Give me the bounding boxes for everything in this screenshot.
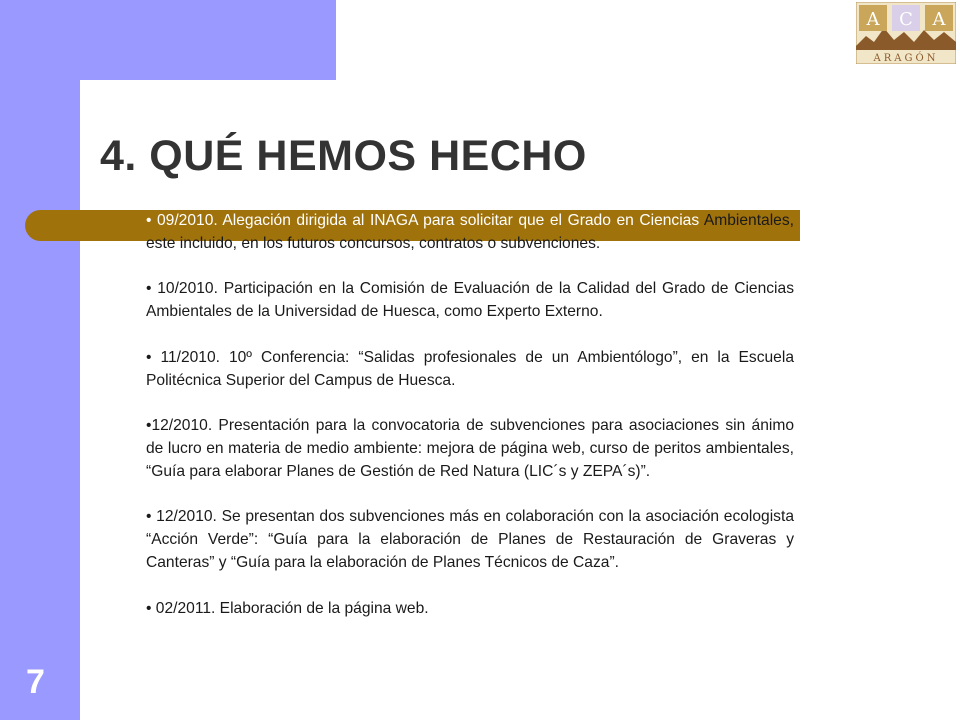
- list-item: • 10/2010. Participación en la Comisión de Evaluación de la Calidad del Grado de Ciencias Ambientales de la Universidad de Huesca, como Experto Externo.: [146, 280, 794, 321]
- left-sidebar: [0, 0, 80, 720]
- list-item: • 12/2010. Se presentan dos subvenciones más en colaboración con la asociación ecologista “Acción Verde”: “Guía para la elaboración de Planes de Restauración de Graveras y Canteras” y “Guía para la elaboración de Planes Técnicos de Caza”.: [146, 508, 794, 571]
- list-item: • 11/2010. 10º Conferencia: “Salidas profesionales de un Ambientólogo”, en la Escuela Politécnica Superior del Campus de Huesca.: [146, 348, 794, 389]
- logo-word-aragon: ARAGÓN: [873, 53, 939, 64]
- list-item-first-line: • 09/2010. Alegación dirigida al INAGA para solicitar que el Grado en: [146, 212, 640, 229]
- top-color-block: [80, 0, 336, 80]
- list-item-rest: Ambientales, este incluido, en los futuros concursos, contratos o subvenciones.: [146, 212, 794, 252]
- logo-letter-a2: A: [932, 9, 946, 30]
- logo-letter-a1: A: [866, 9, 880, 30]
- slide-title: 4. QUÉ HEMOS HECHO: [100, 132, 587, 180]
- content-list: [146, 210, 794, 643]
- list-item: [146, 210, 794, 256]
- logo-letter-c: C: [899, 9, 913, 30]
- corner-curve: [80, 80, 140, 140]
- aca-aragon-logo: [856, 2, 956, 64]
- list-item-highlight: Ciencias: [639, 212, 700, 229]
- page-number: 7: [26, 663, 45, 701]
- list-item: •12/2010. Presentación para la convocatoria de subvenciones para asociaciones sin ánimo de lucro en materia de medio ambiente: mejora de página web, curso de peritos ambientales, “Guía para elaborar Planes de Gestión de Red Natura (LIC´s y ZEPA´s)”.: [146, 417, 794, 480]
- list-item: • 02/2011. Elaboración de la página web.: [146, 599, 429, 617]
